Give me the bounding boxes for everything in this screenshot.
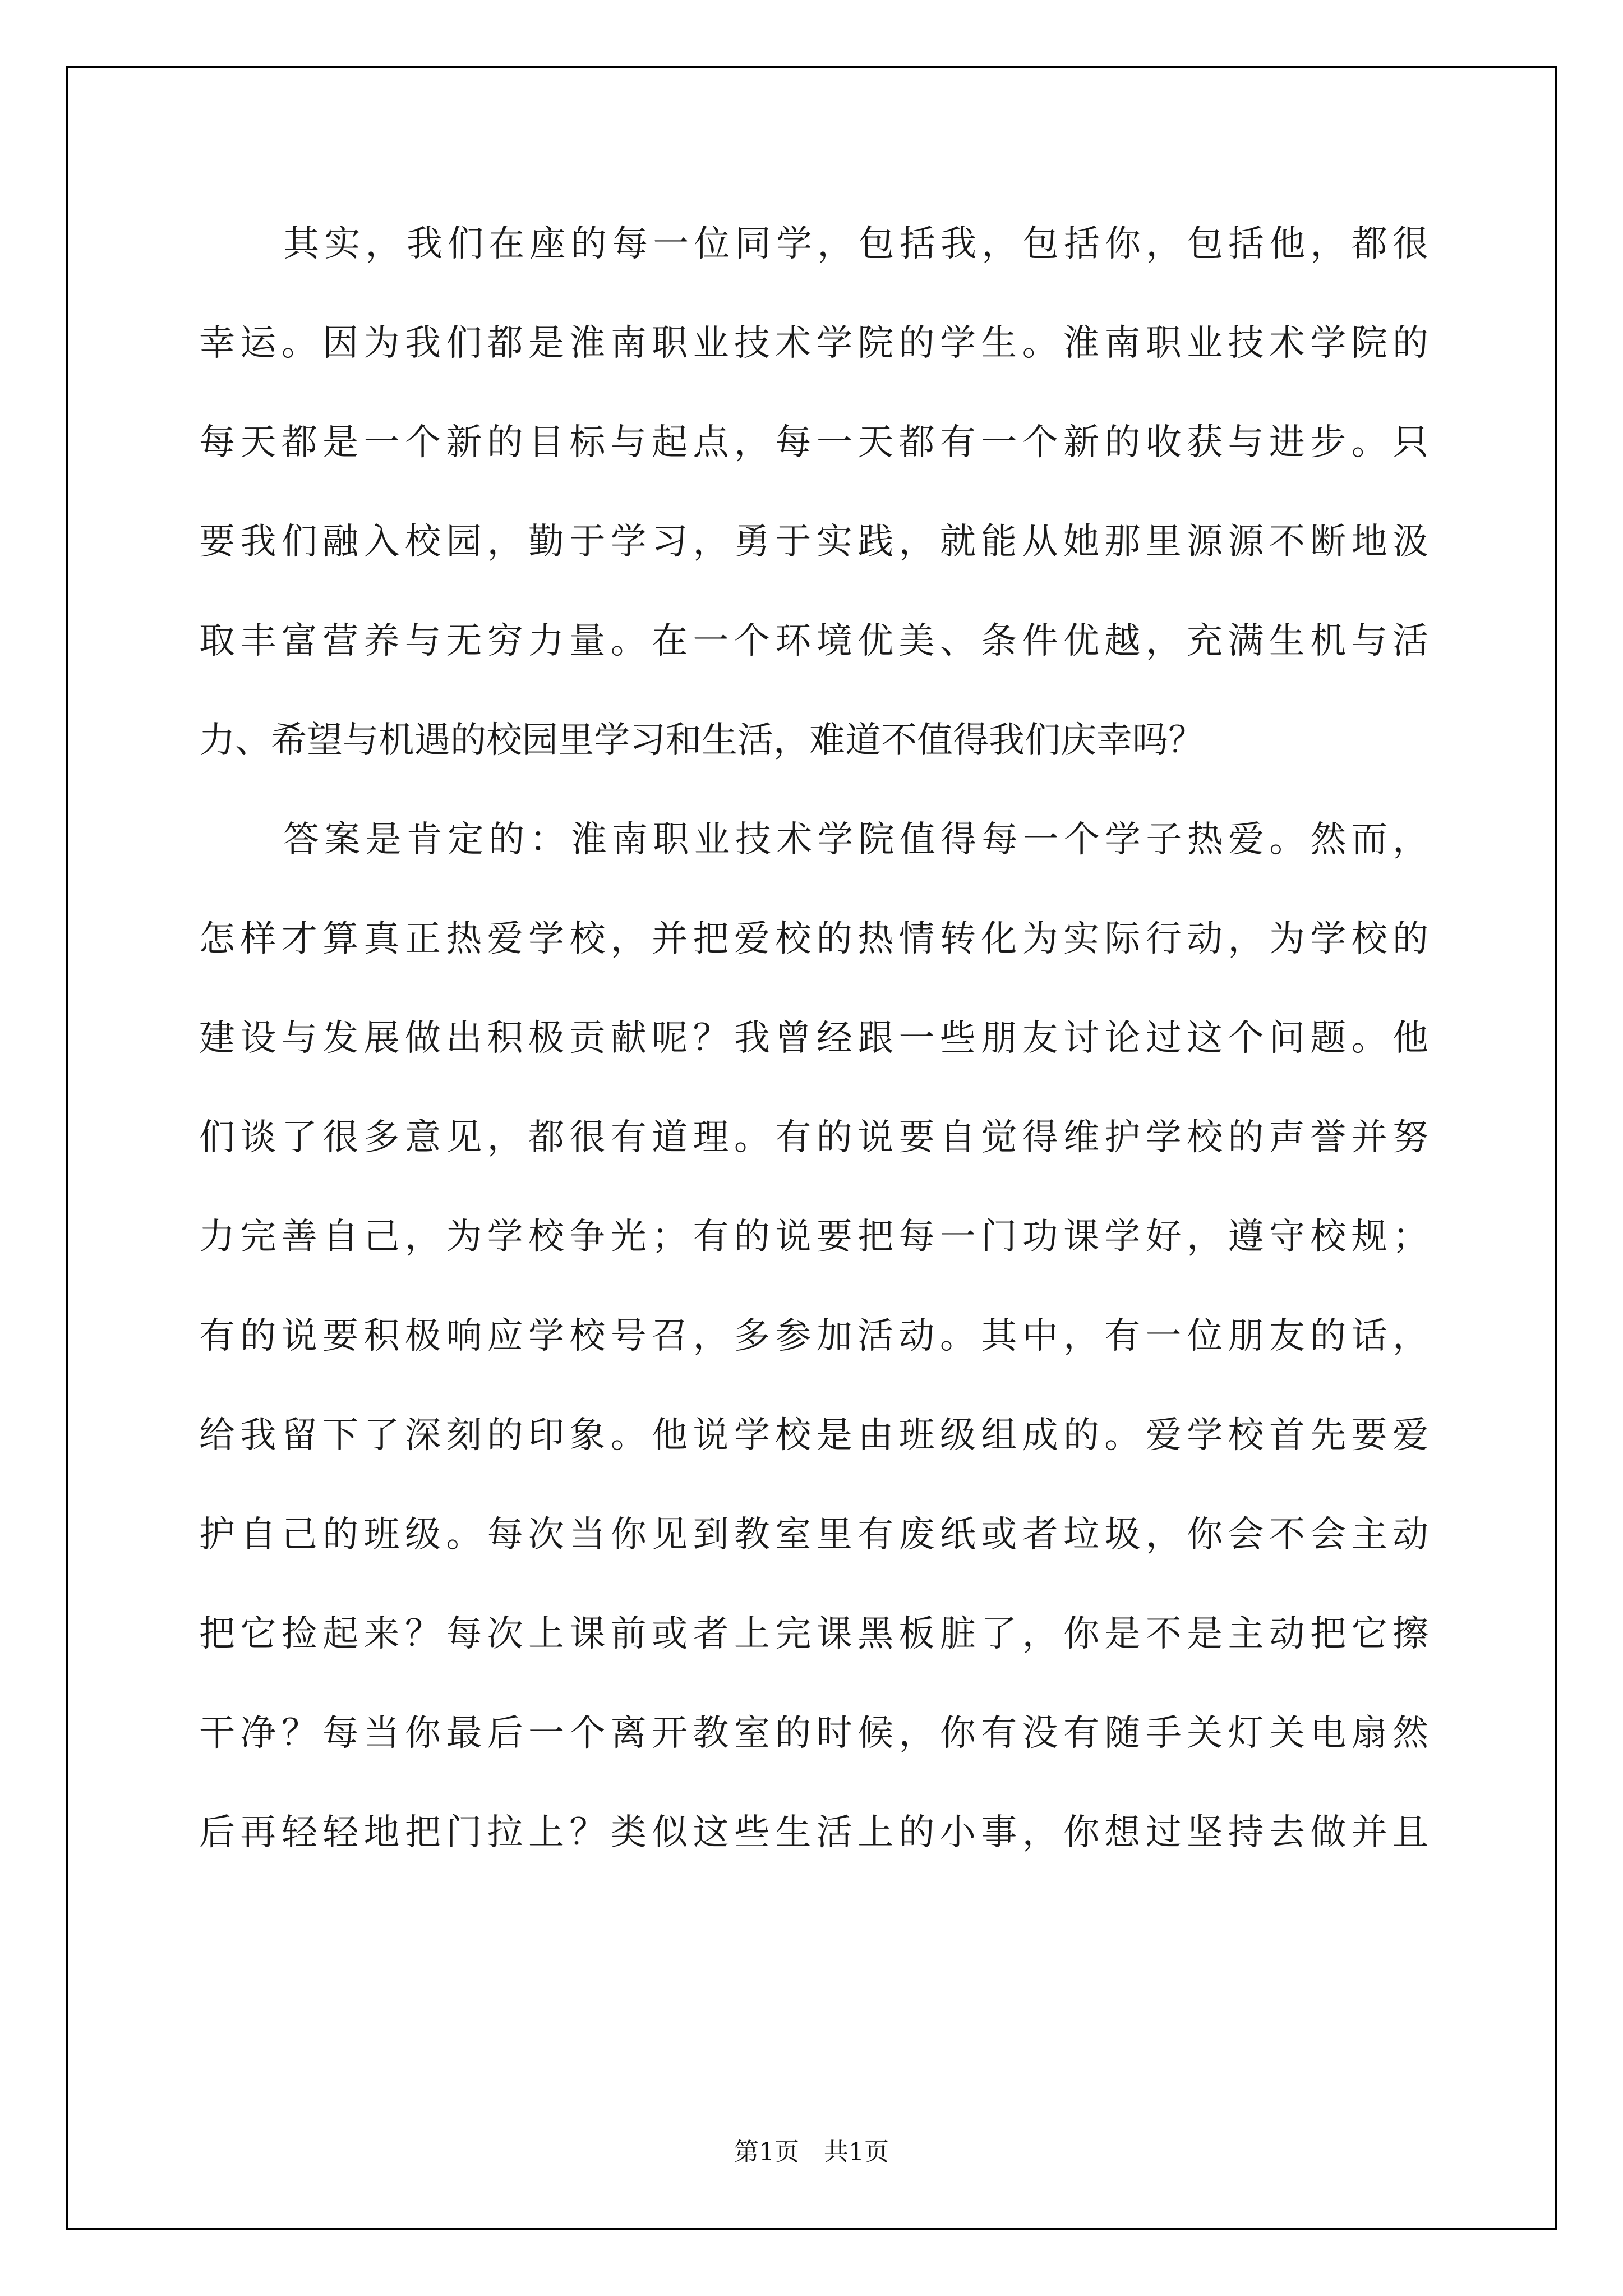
page-number-label: 第1页 共1页: [734, 2138, 889, 2166]
text-line: 其实，我们在座的每一位同学，包括我，包括你，包括他，都很: [283, 223, 1428, 265]
text-line: 建设与发展做出积极贡献呢？我曾经跟一些朋友讨论过这个问题。他: [199, 1018, 1428, 1059]
text-line: 给我留下了深刻的印象。他说学校是由班级组成的。爱学校首先要爱: [199, 1415, 1428, 1456]
text-line: 把它捡起来？每次上课前或者上完课黑板脏了，你是不是主动把它擦: [199, 1613, 1428, 1655]
text-line: 答案是肯定的：淮南职业技术学院值得每一个学子热爱。然而，: [283, 819, 1428, 861]
text-line: 有的说要积极响应学校号召，多参加活动。其中，有一位朋友的话，: [199, 1315, 1428, 1357]
text-line: 怎样才算真正热爱学校，并把爱校的热情转化为实际行动，为学校的: [199, 918, 1428, 960]
text-line: 取丰富营养与无穷力量。在一个环境优美、条件优越，充满生机与活: [199, 620, 1428, 662]
text-line: 力、希望与机遇的校园里学习和生活，难道不值得我们庆幸吗？: [199, 720, 1204, 761]
page-footer: [0, 2132, 1623, 2168]
text-line: 们谈了很多意见，都很有道理。有的说要自觉得维护学校的声誉并努: [199, 1117, 1428, 1158]
text-line: 幸运。因为我们都是淮南职业技术学院的学生。淮南职业技术学院的: [199, 323, 1428, 364]
text-line: 力完善自己，为学校争光；有的说要把每一门功课学好，遵守校规；: [199, 1216, 1428, 1258]
text-line: 护自己的班级。每次当你见到教室里有废纸或者垃圾，你会不会主动: [199, 1514, 1428, 1556]
paragraph-2: [199, 809, 1428, 1901]
text-line: 要我们融入校园，勤于学习，勇于实践，就能从她那里源源不断地汲: [199, 521, 1428, 563]
text-line: 干净？每当你最后一个离开教室的时候，你有没有随手关灯关电扇然: [199, 1713, 1428, 1754]
document-body: [199, 213, 1428, 1901]
paragraph-1: [199, 213, 1428, 809]
text-line: 后再轻轻地把门拉上？类似这些生活上的小事，你想过坚持去做并且: [199, 1812, 1428, 1853]
text-line: 每天都是一个新的目标与起点，每一天都有一个新的收获与进步。只: [199, 422, 1428, 463]
